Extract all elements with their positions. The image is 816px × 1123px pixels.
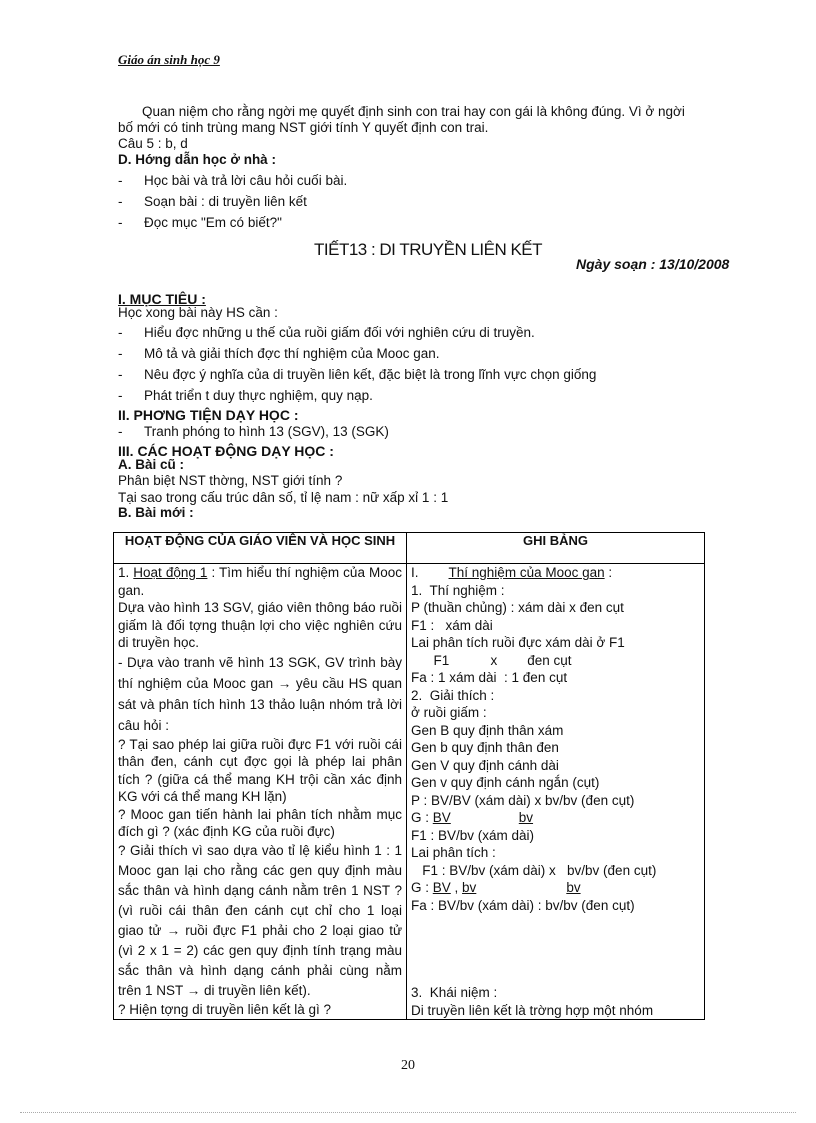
board-line: P : BV/BV (xám dài) x bv/bv (đen cụt) bbox=[411, 792, 635, 808]
old-lesson-question: Phân biệt NST thờng, NST giới tính ? bbox=[118, 473, 343, 488]
activity-paragraph: - Dựa vào tranh vẽ hình 13 SGK, GV trình bày thí nghiệm của Mooc gan → yêu cầu HS quan sát và phân tích hình 13 thảo luận nhóm trả lời câu hỏi : bbox=[118, 654, 403, 733]
board-line: Gen v quy định cánh ngắn (cụt) bbox=[411, 775, 600, 790]
materials-title: II. PHƠNG TIỆN DẠY HỌC : bbox=[118, 407, 299, 423]
objectives-lead: Học xong bài này HS cần : bbox=[118, 305, 278, 320]
objective-item: - Nêu đợc ý nghĩa của di truyền liên kết, đặc biệt là trong lĩnh vực chọn giống bbox=[118, 367, 597, 382]
new-lesson-title: B. Bài mới : bbox=[118, 505, 194, 520]
table-header-activities: HOẠT ĐỘNG CỦA GIÁO VIÊN VÀ HỌC SINH bbox=[114, 533, 407, 564]
board-line: Gen B quy định thân xám bbox=[411, 722, 564, 738]
activity-1-heading: 1. Hoạt động 1 : Tìm hiểu thí nghiệm của Mooc gan. bbox=[118, 565, 402, 598]
board-line: Lai phân tích : bbox=[411, 845, 496, 860]
board-line: Di truyền liên kết là trờng hợp một nhóm bbox=[411, 1002, 654, 1018]
prep-date: Ngày soạn : 13/10/2008 bbox=[576, 256, 730, 272]
homework-item: - Soạn bài : di truyền liên kết bbox=[118, 194, 307, 209]
objective-item: - Phát triển t duy thực nghiệm, quy nạp. bbox=[118, 388, 373, 403]
board-line: F1 : xám dài bbox=[411, 617, 493, 633]
intro-section bbox=[118, 104, 738, 233]
page-number: 20 bbox=[401, 1058, 415, 1073]
board-line: 1. Thí nghiệm : bbox=[411, 582, 505, 598]
objective-item: - Mô tả và giải thích đợc thí nghiệm của Mooc gan. bbox=[118, 346, 440, 361]
lesson-title: TIẾT13 : DI TRUYỀN LIÊN KẾT bbox=[314, 240, 543, 259]
board-line: F1 : BV/bv (xám dài) bbox=[411, 827, 535, 843]
activities-title: III. CÁC HOẠT ĐỘNG DẠY HỌC : bbox=[118, 443, 334, 459]
board-line: P (thuần chủng) : xám dài x đen cụt bbox=[411, 600, 624, 615]
homework-item: - Học bài và trả lời câu hỏi cuối bài. bbox=[118, 173, 348, 188]
board-line: ở ruồi giấm : bbox=[411, 705, 487, 720]
question-item: ? Tại sao phép lai giữa ruồi đực F1 với ruồi cái thân đen, cánh cụt đợc gọi là phép lai phân tích ? (giữa cá thể mang KH trội cần xác định KG với cá thể mang KH lặn) bbox=[118, 736, 402, 804]
page-edge-divider bbox=[20, 1112, 796, 1113]
document-header: Giáo án sinh học 9 bbox=[118, 52, 220, 67]
board-line: 2. Giải thích : bbox=[411, 687, 495, 703]
arrow-icon: → bbox=[186, 982, 201, 998]
question-item: ? Hiện tợng di truyền liên kết là gì ? bbox=[118, 1001, 331, 1017]
gamete-line: G : BV bv bbox=[411, 810, 534, 825]
homework-item: - Đọc mục "Em có biết?" bbox=[118, 215, 282, 230]
objectives-section bbox=[118, 292, 738, 520]
board-section-heading: I. Thí nghiệm của Mooc gan : bbox=[411, 565, 613, 580]
board-line: Gen b quy định thân đen bbox=[411, 740, 559, 755]
homework-title: D. Hớng dẫn học ở nhà : bbox=[118, 152, 276, 167]
board-line: F1 x đen cụt bbox=[411, 652, 572, 668]
materials-item: - Tranh phóng to hình 13 (SGV), 13 (SGK) bbox=[118, 424, 389, 439]
intro-line-1: Quan niệm cho rằng ngời mẹ quyết định sinh con trai hay con gái là không đúng. Vì ở ngời bbox=[142, 104, 685, 119]
arrow-icon: → bbox=[277, 675, 292, 691]
board-line: Fa : 1 xám dài : 1 đen cụt bbox=[411, 670, 568, 685]
question-item: ? Giải thích vì sao dựa vào tỉ lệ kiểu hình 1 : 1 Mooc gan lại cho rằng các gen quy định màu sắc thân và hình dạng cánh nằm trên 1 NST ? (vì ruồi cái thân đen cánh cụt chỉ cho 1 loại giao tử → ruồi đực F1 phải cho 2 loại giao tử (vì 2 x 1 = 2) các gen quy định tính trạng màu sắc thân và hình dạng cánh phải cùng nằm trên 1 NST → di truyền liên kết). bbox=[118, 842, 402, 998]
intro-line-2: bố mới có tinh trùng mang NST giới tính Y quyết định con trai. bbox=[118, 120, 489, 135]
board-line: Fa : BV/bv (xám dài) : bv/bv (đen cụt) bbox=[411, 897, 635, 913]
table-header-board: GHI BẢNG bbox=[407, 533, 705, 564]
board-line: F1 : BV/bv (xám dài) x bv/bv (đen cụt) bbox=[411, 862, 657, 878]
board-line: 3. Khái niệm : bbox=[411, 985, 498, 1000]
board-cell bbox=[407, 564, 705, 1020]
activities-cell bbox=[114, 564, 407, 1020]
activity-paragraph: Dựa vào hình 13 SGV, giáo viên thông báo ruồi giấm là đối tợng thuận lợi cho việc nghiên cứu di truyền học. bbox=[118, 600, 402, 650]
objective-item: - Hiểu đợc những u thế của ruồi giấm đối với nghiên cứu di truyền. bbox=[118, 325, 535, 340]
old-lesson-title: A. Bài cũ : bbox=[118, 457, 185, 472]
question-item: ? Mooc gan tiến hành lai phân tích nhằm mục đích gì ? (xác định KG của ruồi đực) bbox=[118, 806, 402, 839]
cau5-answer: Câu 5 : b, d bbox=[118, 136, 188, 151]
lesson-table bbox=[113, 532, 705, 1020]
board-line: Lai phân tích ruồi đực xám dài ở F1 bbox=[411, 635, 625, 650]
old-lesson-question: Tại sao trong cấu trúc dân số, tỉ lệ nam : nữ xấp xỉ 1 : 1 bbox=[118, 490, 449, 505]
arrow-icon: → bbox=[166, 922, 181, 938]
board-line: Gen V quy định cánh dài bbox=[411, 757, 559, 773]
objectives-title: I. MỤC TIÊU : bbox=[118, 291, 206, 307]
gamete-line: G : BV , bv bv bbox=[411, 880, 581, 895]
